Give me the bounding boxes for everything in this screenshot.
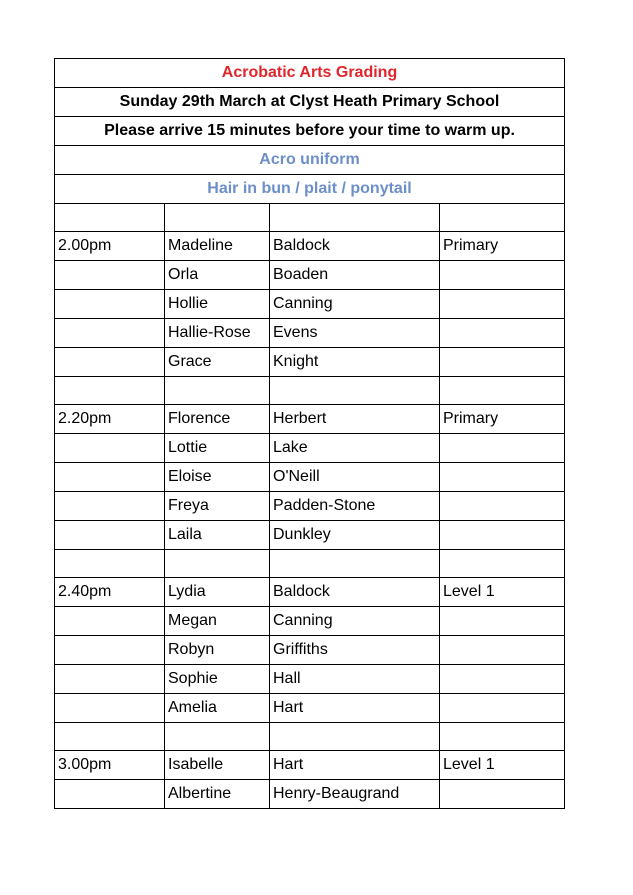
empty-cell bbox=[55, 694, 165, 723]
hair-row bbox=[55, 175, 565, 204]
empty-cell bbox=[270, 723, 440, 751]
empty-cell bbox=[55, 607, 165, 636]
empty-cell bbox=[270, 550, 440, 578]
student-last-name: Evens bbox=[270, 319, 440, 348]
student-last-name: Lake bbox=[270, 434, 440, 463]
empty-cell bbox=[55, 319, 165, 348]
empty-cell bbox=[440, 261, 565, 290]
student-first-name: Grace bbox=[165, 348, 270, 377]
student-first-name: Eloise bbox=[165, 463, 270, 492]
empty-cell bbox=[440, 723, 565, 751]
student-last-name: Baldock bbox=[270, 232, 440, 261]
student-row bbox=[55, 463, 565, 492]
student-first-name: Robyn bbox=[165, 636, 270, 665]
session-time: 2.00pm bbox=[55, 232, 165, 261]
student-first-name: Hallie-Rose bbox=[165, 319, 270, 348]
arrival-note: Please arrive 15 minutes before your time to warm up. bbox=[55, 117, 565, 146]
empty-cell bbox=[55, 348, 165, 377]
empty-cell bbox=[440, 636, 565, 665]
empty-cell bbox=[55, 550, 165, 578]
empty-cell bbox=[270, 377, 440, 405]
student-first-name: Sophie bbox=[165, 665, 270, 694]
session-level: Primary bbox=[440, 405, 565, 434]
student-first-name: Madeline bbox=[165, 232, 270, 261]
student-first-name: Lydia bbox=[165, 578, 270, 607]
student-first-name: Megan bbox=[165, 607, 270, 636]
empty-cell bbox=[55, 521, 165, 550]
session-level: Primary bbox=[440, 232, 565, 261]
student-row bbox=[55, 521, 565, 550]
empty-cell bbox=[55, 204, 165, 232]
spacer-row bbox=[55, 550, 565, 578]
session-level: Level 1 bbox=[440, 578, 565, 607]
student-row bbox=[55, 607, 565, 636]
student-row bbox=[55, 492, 565, 521]
empty-cell bbox=[440, 694, 565, 723]
student-last-name: Dunkley bbox=[270, 521, 440, 550]
empty-cell bbox=[165, 204, 270, 232]
student-first-name: Hollie bbox=[165, 290, 270, 319]
student-first-name: Albertine bbox=[165, 780, 270, 809]
student-first-name: Laila bbox=[165, 521, 270, 550]
hair-note: Hair in bun / plait / ponytail bbox=[55, 175, 565, 204]
student-first-name: Orla bbox=[165, 261, 270, 290]
empty-cell bbox=[55, 290, 165, 319]
student-last-name: Canning bbox=[270, 607, 440, 636]
session-time: 3.00pm bbox=[55, 751, 165, 780]
student-first-name: Freya bbox=[165, 492, 270, 521]
session-level: Level 1 bbox=[440, 751, 565, 780]
student-last-name: Herbert bbox=[270, 405, 440, 434]
student-row bbox=[55, 665, 565, 694]
student-first-name: Amelia bbox=[165, 694, 270, 723]
empty-cell bbox=[55, 434, 165, 463]
student-last-name: O'Neill bbox=[270, 463, 440, 492]
arrival-note-row bbox=[55, 117, 565, 146]
empty-cell bbox=[440, 521, 565, 550]
session-time: 2.40pm bbox=[55, 578, 165, 607]
empty-cell bbox=[440, 780, 565, 809]
student-row bbox=[55, 232, 565, 261]
student-last-name: Griffiths bbox=[270, 636, 440, 665]
empty-cell bbox=[55, 780, 165, 809]
student-last-name: Boaden bbox=[270, 261, 440, 290]
spacer-row bbox=[55, 723, 565, 751]
empty-cell bbox=[165, 550, 270, 578]
student-last-name: Padden-Stone bbox=[270, 492, 440, 521]
empty-cell bbox=[55, 636, 165, 665]
student-row bbox=[55, 261, 565, 290]
empty-cell bbox=[270, 204, 440, 232]
student-last-name: Knight bbox=[270, 348, 440, 377]
student-row bbox=[55, 405, 565, 434]
student-row bbox=[55, 348, 565, 377]
empty-cell bbox=[440, 204, 565, 232]
student-row bbox=[55, 636, 565, 665]
empty-cell bbox=[440, 550, 565, 578]
student-last-name: Hall bbox=[270, 665, 440, 694]
empty-cell bbox=[440, 434, 565, 463]
empty-cell bbox=[440, 463, 565, 492]
student-row bbox=[55, 434, 565, 463]
empty-cell bbox=[440, 377, 565, 405]
empty-cell bbox=[55, 261, 165, 290]
empty-cell bbox=[55, 665, 165, 694]
student-row bbox=[55, 319, 565, 348]
date-venue: Sunday 29th March at Clyst Heath Primary School bbox=[55, 88, 565, 117]
student-last-name: Canning bbox=[270, 290, 440, 319]
student-row bbox=[55, 578, 565, 607]
empty-cell bbox=[55, 492, 165, 521]
page-title: Acrobatic Arts Grading bbox=[55, 59, 565, 88]
grading-schedule-table bbox=[54, 58, 565, 809]
session-time: 2.20pm bbox=[55, 405, 165, 434]
title-row bbox=[55, 59, 565, 88]
empty-cell bbox=[440, 492, 565, 521]
empty-cell bbox=[55, 723, 165, 751]
date-venue-row bbox=[55, 88, 565, 117]
student-first-name: Lottie bbox=[165, 434, 270, 463]
spacer-row bbox=[55, 377, 565, 405]
student-last-name: Henry-Beaugrand bbox=[270, 780, 440, 809]
student-row bbox=[55, 694, 565, 723]
empty-cell bbox=[440, 665, 565, 694]
empty-cell bbox=[55, 463, 165, 492]
empty-cell bbox=[440, 290, 565, 319]
student-last-name: Hart bbox=[270, 751, 440, 780]
empty-cell bbox=[165, 723, 270, 751]
student-last-name: Hart bbox=[270, 694, 440, 723]
empty-cell bbox=[440, 607, 565, 636]
empty-cell bbox=[55, 377, 165, 405]
empty-cell bbox=[440, 348, 565, 377]
empty-cell bbox=[165, 377, 270, 405]
student-first-name: Florence bbox=[165, 405, 270, 434]
student-row bbox=[55, 751, 565, 780]
student-row bbox=[55, 780, 565, 809]
empty-cell bbox=[440, 319, 565, 348]
schedule-body bbox=[55, 59, 565, 809]
uniform-note: Acro uniform bbox=[55, 146, 565, 175]
spacer-row bbox=[55, 204, 565, 232]
student-last-name: Baldock bbox=[270, 578, 440, 607]
student-first-name: Isabelle bbox=[165, 751, 270, 780]
student-row bbox=[55, 290, 565, 319]
uniform-row bbox=[55, 146, 565, 175]
